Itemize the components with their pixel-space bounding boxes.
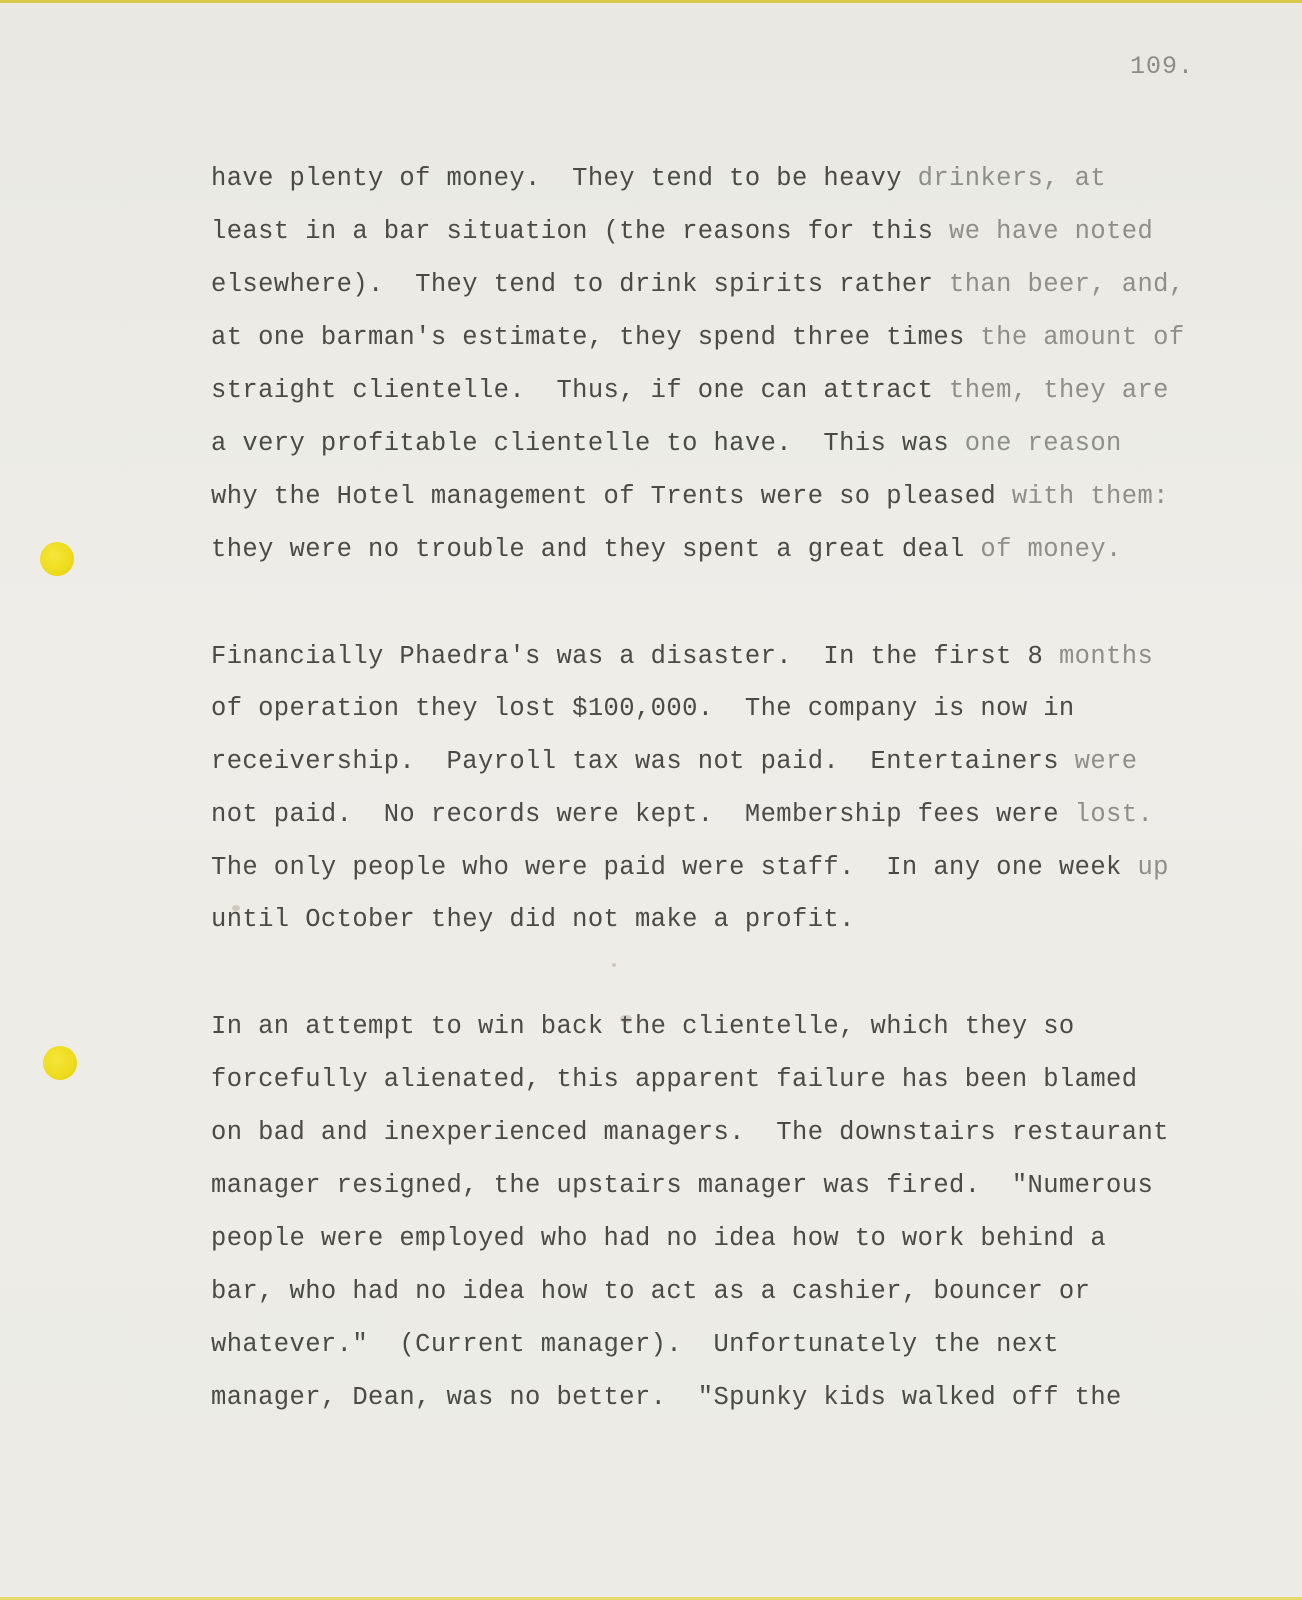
text-line-main: In an attempt to win back the clientelle, which they so	[211, 1012, 1075, 1041]
text-line-main: on bad and inexperienced managers. The downstairs restaurant	[211, 1118, 1169, 1147]
text-line-faded: one reason	[964, 429, 1122, 458]
text-line	[211, 162, 1106, 196]
text-line	[211, 374, 1169, 408]
text-line	[211, 268, 1185, 302]
text-line-main: receivership. Payroll tax was not paid. Entertainers	[211, 747, 1075, 776]
paper-speck	[612, 963, 616, 967]
text-line-faded: lost.	[1074, 800, 1154, 829]
text-line	[211, 480, 1169, 514]
text-line-main: whatever." (Current manager). Unfortunately the next	[211, 1330, 1059, 1359]
text-line-faded: we have noted	[949, 217, 1154, 246]
text-line-main: forcefully alienated, this apparent failure has been blamed	[211, 1065, 1138, 1094]
text-line-main: of operation they lost $100,000. The company is now in	[211, 694, 1075, 723]
punch-hole-top	[40, 542, 74, 576]
text-line	[211, 1063, 1137, 1097]
text-line-main: have plenty of money. They tend to be heavy	[211, 164, 918, 193]
text-line-faded: drinkers, at	[917, 164, 1107, 193]
text-line	[211, 1328, 1059, 1362]
text-line	[211, 321, 1185, 355]
text-line-main: not paid. No records were kept. Membership fees were	[211, 800, 1075, 829]
text-line-main: Financially Phaedra's was a disaster. In the first 8	[211, 642, 1059, 671]
text-line	[211, 1010, 1075, 1044]
text-line-faded: than beer, and,	[949, 270, 1185, 299]
text-line	[211, 798, 1153, 832]
text-line-faded: months	[1058, 642, 1154, 671]
text-line	[211, 1381, 1122, 1415]
text-line-main: at one barman's estimate, they spend three times	[211, 323, 981, 352]
text-line-faded: them, they are	[949, 376, 1169, 405]
punch-hole-bottom	[43, 1046, 77, 1080]
text-line-main: manager resigned, the upstairs manager was fired. "Numerous	[211, 1171, 1154, 1200]
text-line-faded: the amount of	[980, 323, 1185, 352]
text-line-main: least in a bar situation (the reasons for this	[211, 217, 950, 246]
text-line-main: straight clientelle. Thus, if one can attract	[211, 376, 950, 405]
text-line	[211, 640, 1153, 674]
page-number: 109.	[1130, 52, 1195, 81]
text-line-faded: of money.	[980, 535, 1122, 564]
text-line-main: manager, Dean, was no better. "Spunky kids walked off the	[211, 1383, 1122, 1412]
text-line-main: until October they did not make a profit.	[211, 905, 855, 934]
text-line	[211, 1222, 1106, 1256]
text-line-main: people were employed who had no idea how to work behind a	[211, 1224, 1107, 1253]
text-line	[211, 692, 1075, 726]
text-line	[211, 1116, 1169, 1150]
text-line	[211, 533, 1122, 567]
text-line	[211, 903, 855, 937]
text-line-main: a very profitable clientelle to have. This was	[211, 429, 965, 458]
text-line-main: elsewhere). They tend to drink spirits rather	[211, 270, 950, 299]
text-line	[211, 1169, 1153, 1203]
text-line	[211, 215, 1153, 249]
text-line-faded: with them:	[1011, 482, 1169, 511]
text-line	[211, 427, 1122, 461]
text-line-main: they were no trouble and they spent a great deal	[211, 535, 981, 564]
text-line	[211, 851, 1169, 885]
text-line-main: why the Hotel management of Trents were so pleased	[211, 482, 1012, 511]
text-line-faded: up	[1137, 853, 1169, 882]
text-line-main: bar, who had no idea how to act as a cashier, bouncer or	[211, 1277, 1091, 1306]
text-line	[211, 1275, 1090, 1309]
text-line-main: The only people who were paid were staff. In any one week	[211, 853, 1138, 882]
text-line-faded: were	[1074, 747, 1138, 776]
text-line	[211, 745, 1137, 779]
